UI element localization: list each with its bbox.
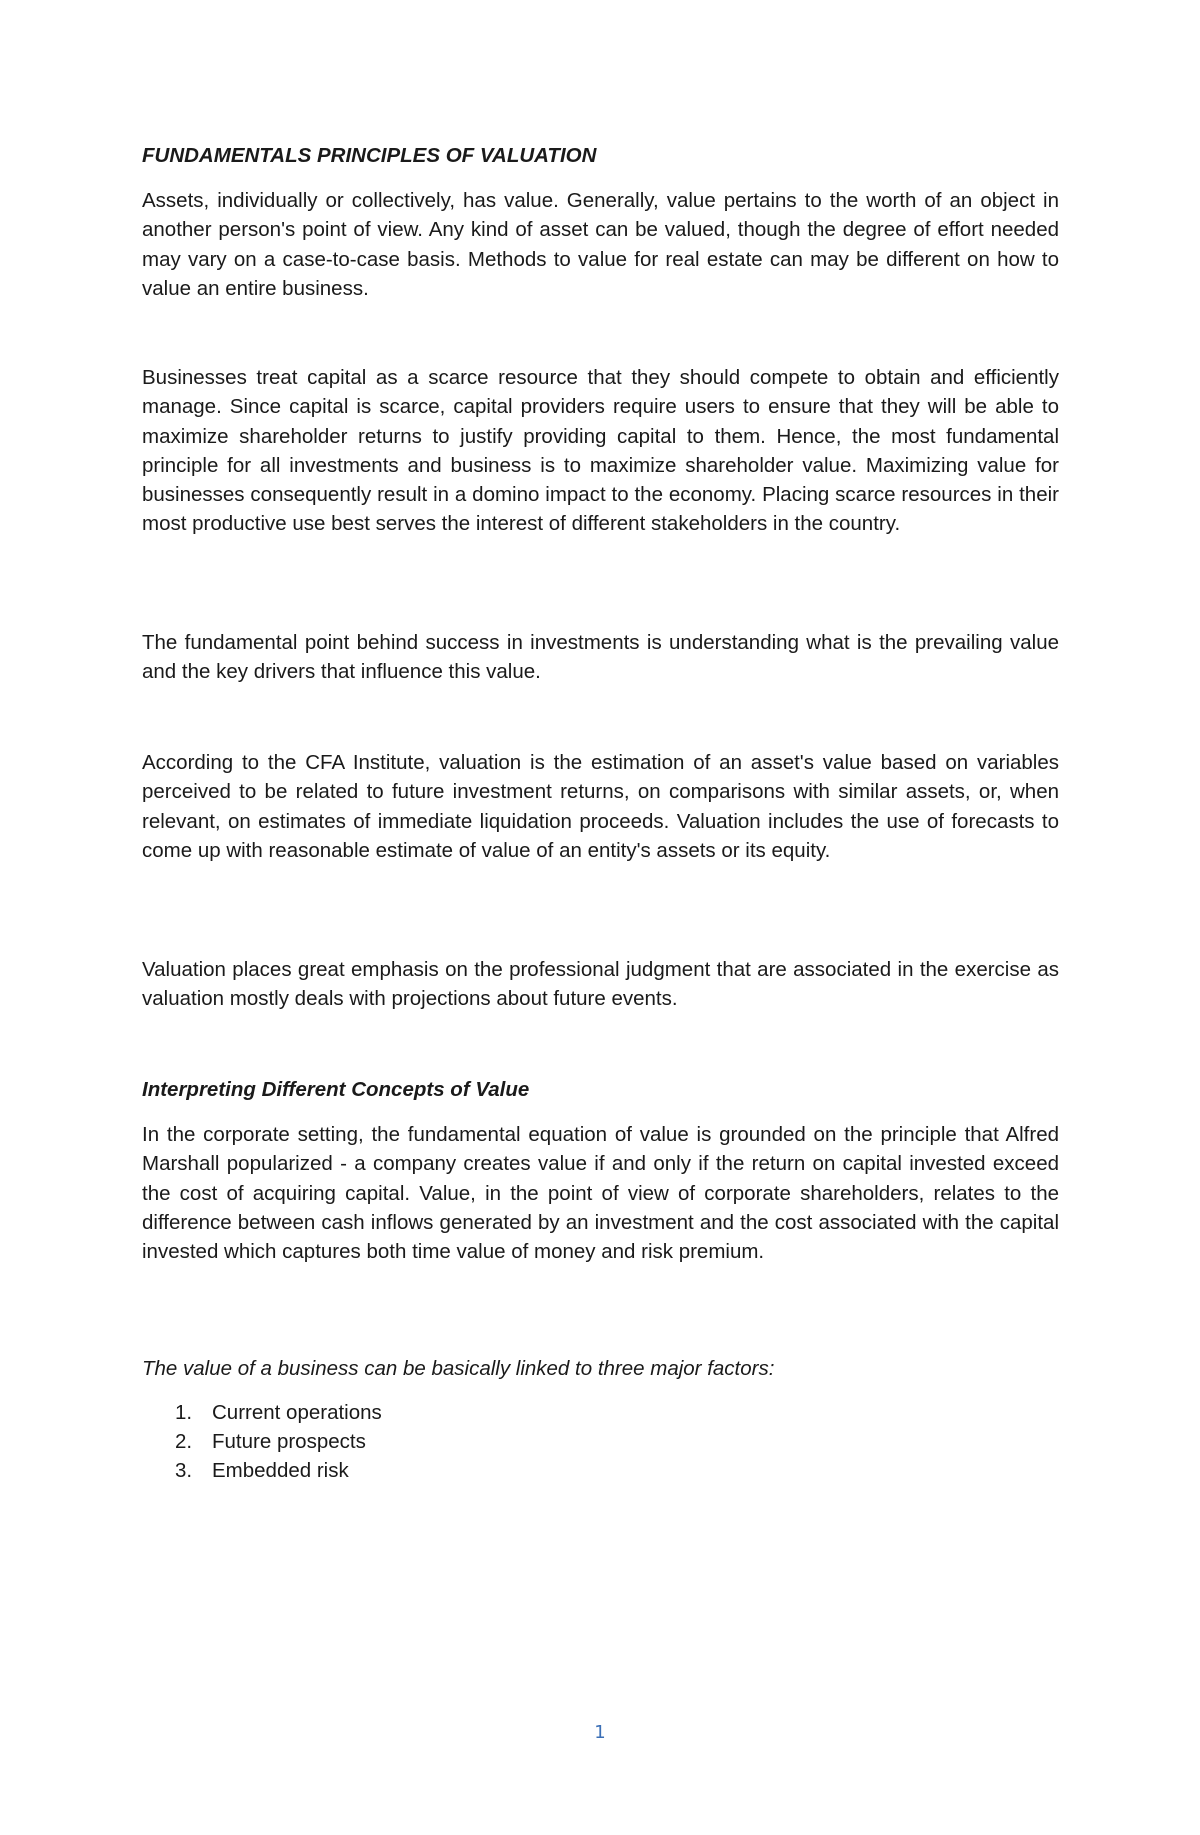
list-item <box>142 1398 1059 1427</box>
paragraph-assets-value: Assets, individually or collectively, has value. Generally, value pertains to the worth of an object in another person's point of view. Any kind of asset can be valued, though the degree of effort needed may vary on a case-to-case basis. Methods to value for real estate can may be different on how to value an entire business. <box>142 189 1059 300</box>
page-number: 1 <box>594 1722 606 1743</box>
paragraph-cfa-definition: According to the CFA Institute, valuation is the estimation of an asset's value based on variables perceived to be related to future investment returns, on comparisons with similar assets, or, when relevant, on estimates of immediate liquidation proceeds. Valuation includes the use of forecasts to come up with reasonable estimate of value of an entity's assets or its equity. <box>142 751 1059 862</box>
list-item-number: 1. <box>175 1401 193 1424</box>
list-item <box>142 1456 1059 1485</box>
document-title: FUNDAMENTALS PRINCIPLES OF VALUATION <box>142 144 597 167</box>
list-item-label: Embedded risk <box>212 1459 349 1482</box>
section-subheading: Interpreting Different Concepts of Value <box>142 1078 530 1101</box>
factors-list <box>142 1398 1059 1485</box>
paragraph-capital-scarcity: Businesses treat capital as a scarce resource that they should compete to obtain and efficiently manage. Since capital is scarce, capital providers require users to ensure that they will be able to maximize shareholder returns to justify providing capital to them. Hence, the most fundamental principle for all investments and business is to maximize shareholder value. Maximizing value for businesses consequently result in a domino impact to the economy. Placing scarce resources in their most productive use best serves the interest of different stakeholders in the country. <box>142 366 1059 536</box>
paragraph-investment-success: The fundamental point behind success in investments is understanding what is the prevailing value and the key drivers that influence this value. <box>142 631 1059 684</box>
list-item-label: Current operations <box>212 1401 382 1424</box>
list-item-label: Future prospects <box>212 1430 366 1453</box>
list-item <box>142 1427 1059 1456</box>
list-item-number: 2. <box>175 1430 193 1453</box>
factors-intro: The value of a business can be basically linked to three major factors: <box>142 1357 775 1380</box>
list-item-number: 3. <box>175 1459 193 1482</box>
paragraph-professional-judgment: Valuation places great emphasis on the professional judgment that are associated in the exercise as valuation mostly deals with projections about future events. <box>142 958 1059 1011</box>
paragraph-corporate-value: In the corporate setting, the fundamental equation of value is grounded on the principle that Alfred Marshall popularized - a company creates value if and only if the return on capital invested exceed the cost of acquiring capital. Value, in the point of view of corporate shareholders, relates to the difference between cash inflows generated by an investment and the cost associated with the capital invested which captures both time value of money and risk premium. <box>142 1123 1059 1264</box>
